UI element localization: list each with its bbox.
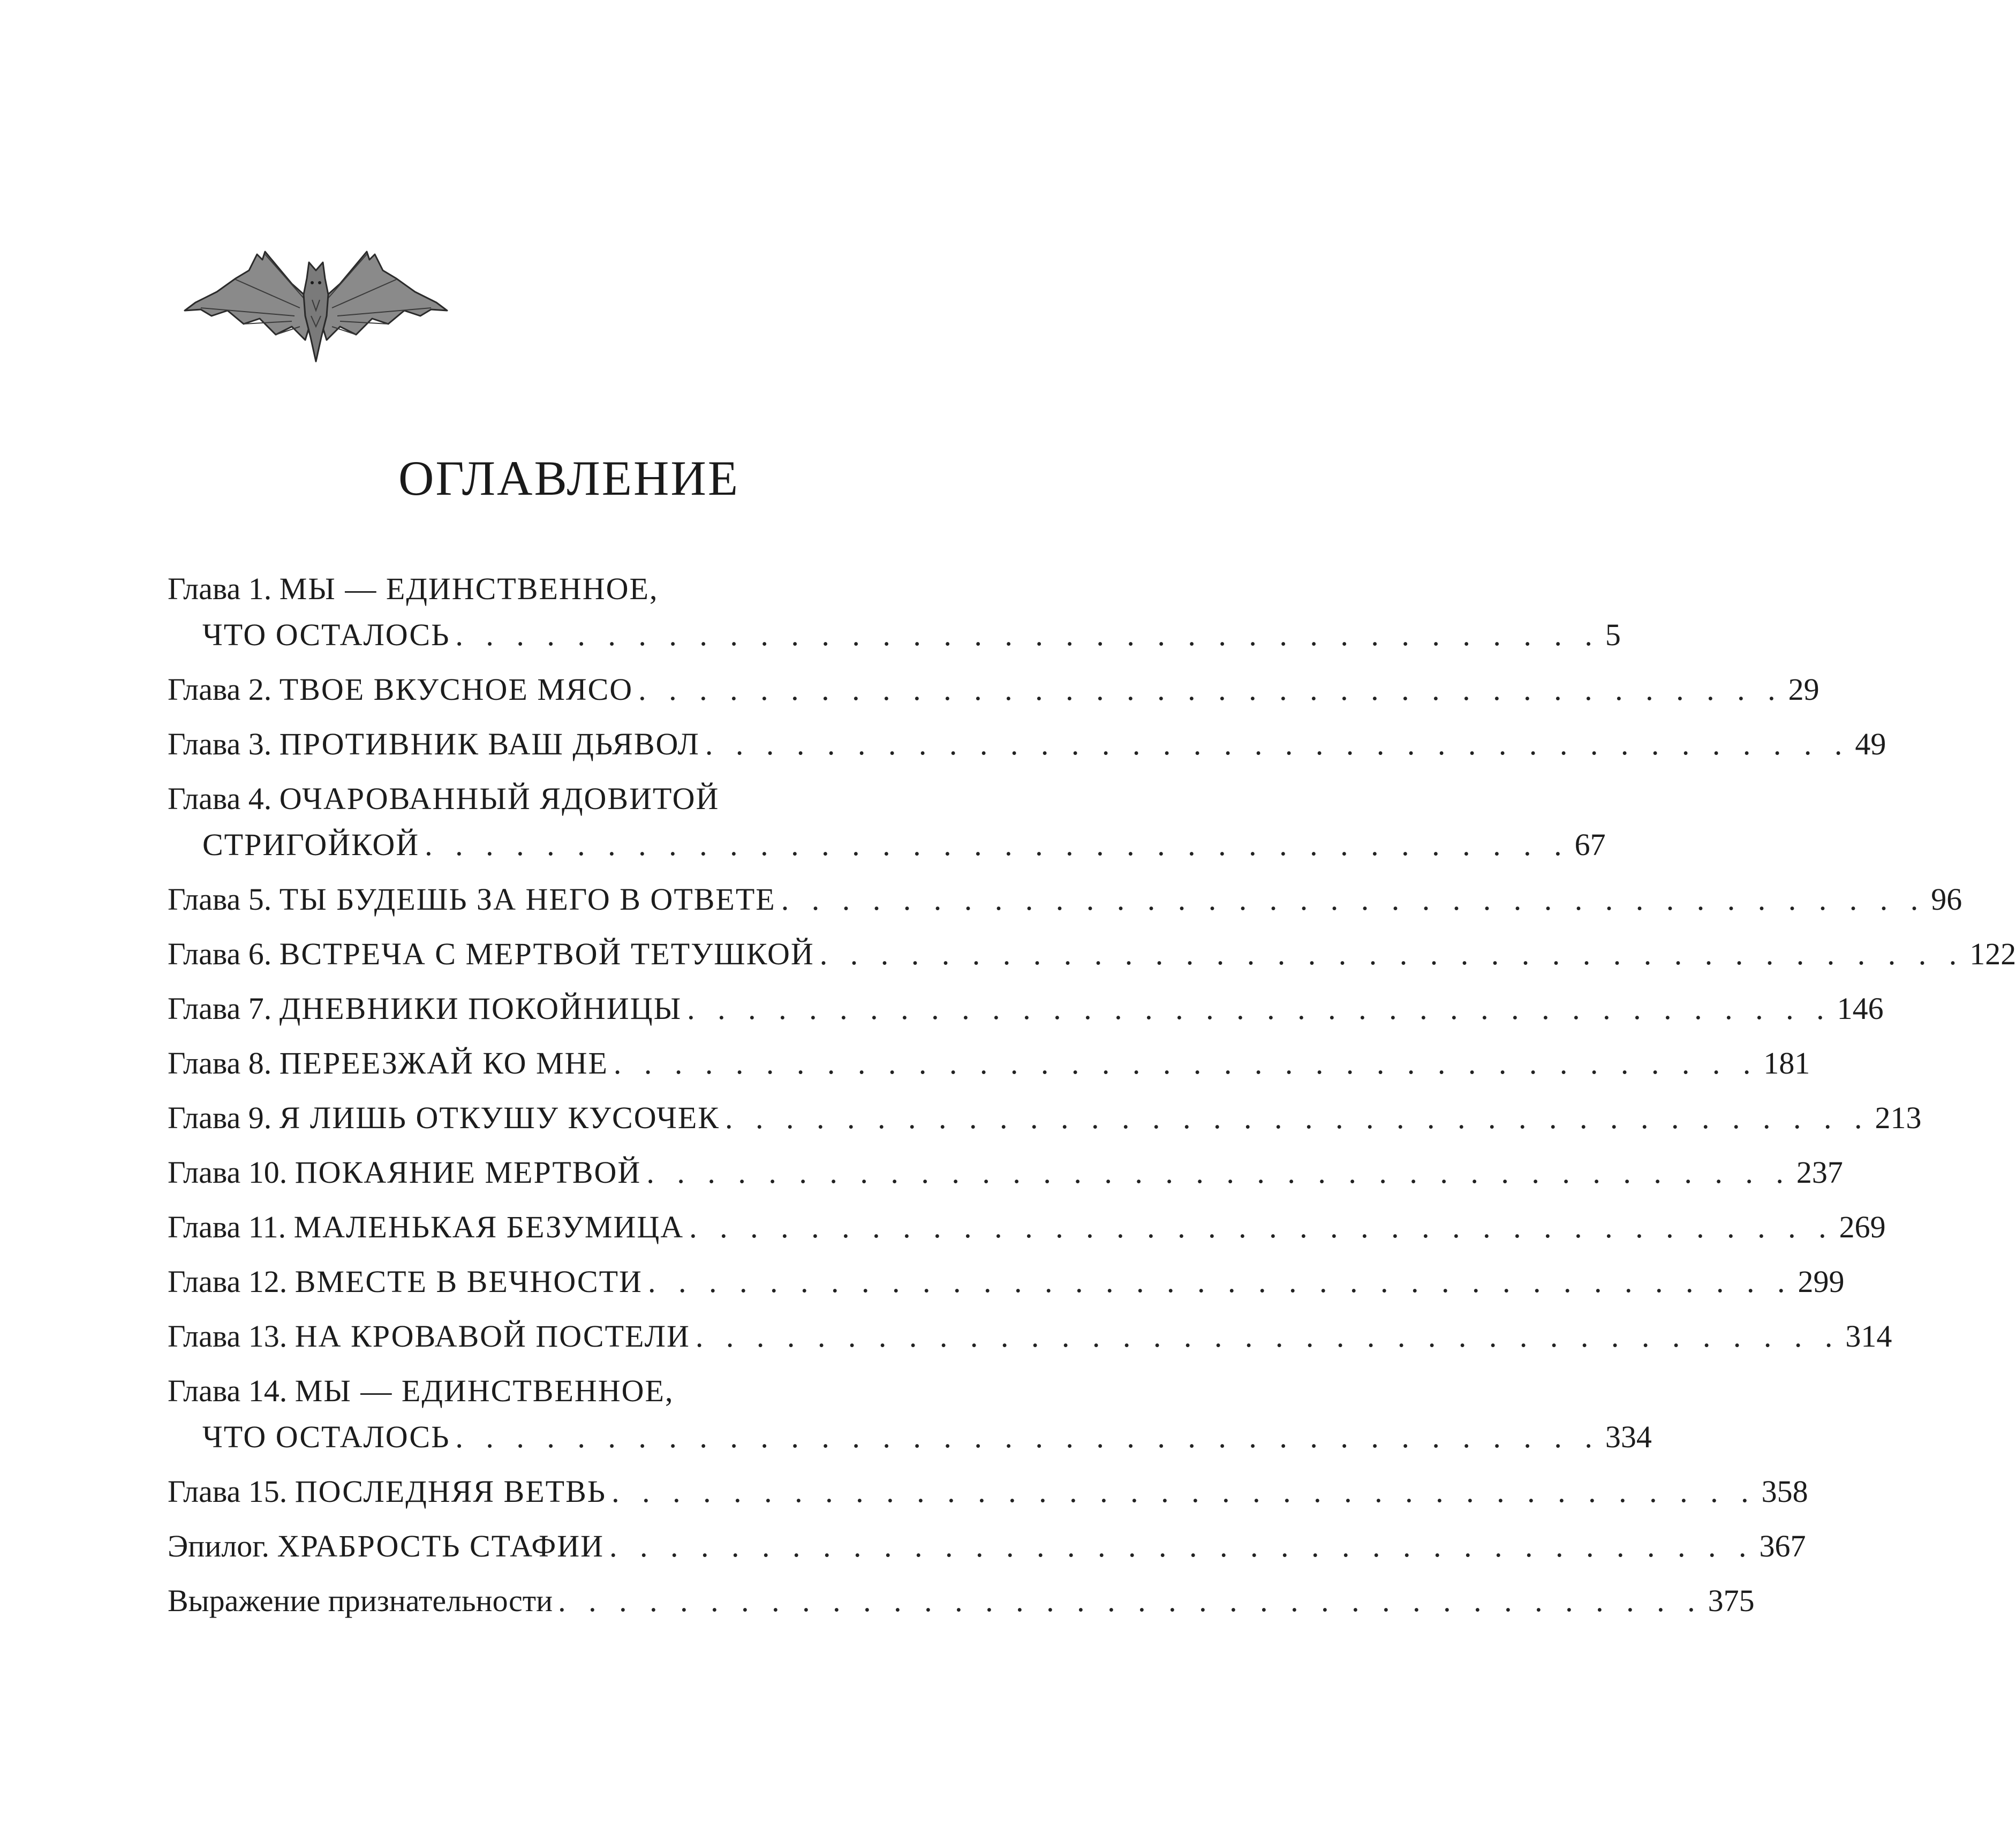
toc-entry-page: 334 [1605, 1419, 1652, 1454]
leader-dots: . . . . . . . . . . . . . . . . . . . . . . . . . . . . . . . . . . . . . . [781, 882, 1926, 917]
leader-dots: . . . . . . . . . . . . . . . . . . . . . . . . . . . . . . . . . . . . . . [646, 1155, 1791, 1190]
toc-entry-page: 299 [1798, 1264, 1845, 1299]
toc-entry-3 [168, 717, 1886, 772]
toc-entry-title: ХРАБРОСТЬ СТАФИИ [277, 1529, 605, 1563]
toc-entry-title: ВСТРЕЧА С МЕРТВОЙ ТЕТУШКОЙ [279, 936, 814, 971]
toc-entry-label: Глава 8. [168, 1046, 272, 1080]
toc-entry-label: Эпилог. [168, 1529, 270, 1563]
leader-dots: . . . . . . . . . . . . . . . . . . . . . . . . . . . . . . . . . . . . . . [687, 991, 1832, 1026]
toc-entry-label: Глава 5. [168, 882, 272, 917]
toc-entry-page: 49 [1855, 727, 1886, 761]
toc-entry-page: 122 [1969, 936, 2016, 971]
leader-dots: . . . . . . . . . . . . . . . . . . . . . . . . . . . . . . . . . . . . . . [638, 672, 1783, 707]
toc-entry-title: ТВОЕ ВКУСНОЕ МЯСО [279, 672, 633, 707]
toc-entry-label: Глава 7. [168, 991, 272, 1026]
leader-dots: . . . . . . . . . . . . . . . . . . . . . . . . . . . . . . . . . . . . . . [425, 827, 1569, 862]
toc-entry-page: 375 [1708, 1583, 1755, 1618]
leader-dots: . . . . . . . . . . . . . . . . . . . . . . . . . . . . . . . . . . . . . . [705, 727, 1850, 761]
toc-entry-label: Глава 11. [168, 1210, 286, 1244]
toc-entry-label: Глава 3. [168, 727, 272, 761]
toc-entry-title: МАЛЕНЬКАЯ БЕЗУМИЦА [293, 1210, 684, 1244]
leader-dots: . . . . . . . . . . . . . . . . . . . . . . . . . . . . . . . . . . . . . . [647, 1264, 1793, 1299]
leader-dots: . . . . . . . . . . . . . . . . . . . . . . . . . . . . . . . . . . . . . . [558, 1583, 1703, 1618]
toc-entry-1 [168, 562, 1621, 663]
toc-entry-page: 67 [1574, 827, 1606, 862]
toc-entry-label: Глава 1. [168, 571, 272, 606]
leader-dots: . . . . . . . . . . . . . . . . . . . . . . . . . . . . . . . . . . . . . . [611, 1474, 1756, 1509]
toc-entry-7 [168, 982, 1884, 1037]
toc-entry-6 [168, 927, 2016, 982]
toc-entry-14 [168, 1364, 1652, 1465]
toc-entry-5 [168, 873, 1962, 927]
toc-entry-title: ПЕРЕЕЗЖАЙ КО МНЕ [279, 1046, 608, 1080]
toc-entry-9 [168, 1091, 1922, 1146]
toc-entry-title: ДНЕВНИКИ ПОКОЙНИЦЫ [279, 991, 682, 1026]
toc-entry-10 [168, 1146, 1843, 1200]
leader-dots: . . . . . . . . . . . . . . . . . . . . . . . . . . . . . . . . . . . . . . [455, 1419, 1600, 1454]
toc-entry-title: ВМЕСТЕ В ВЕЧНОСТИ [295, 1264, 643, 1299]
toc-entry-label: Глава 13. [168, 1319, 288, 1354]
toc-entry-title: ПРОТИВНИК ВАШ ДЬЯВОЛ [279, 727, 700, 761]
toc-entry-15 [168, 1465, 1808, 1520]
toc-entry-acknowledgements [168, 1574, 1755, 1629]
toc-entry-title-cont: ЧТО ОСТАЛОСЬ [202, 1419, 450, 1454]
toc-entry-page: 146 [1837, 991, 1884, 1026]
toc-entry-title-cont: СТРИГОЙКОЙ [202, 827, 420, 862]
toc-entry-title: НА КРОВАВОЙ ПОСТЕЛИ [295, 1319, 690, 1354]
toc-entry-page: 358 [1761, 1474, 1808, 1509]
toc-entry-label: Выражение признательности [168, 1583, 553, 1618]
page-title: ОГЛАВЛЕНИЕ [398, 451, 740, 505]
toc-entry-4 [168, 772, 1606, 873]
leader-dots: . . . . . . . . . . . . . . . . . . . . . . . . . . . . . . . . . . . . . . [819, 936, 1965, 971]
toc-entry-label: Глава 2. [168, 672, 272, 707]
toc-entry-page: 367 [1759, 1529, 1806, 1563]
toc-entry-label: Глава 9. [168, 1100, 272, 1135]
toc-entry-label: Глава 10. [168, 1155, 288, 1190]
toc-entry-title: ОЧАРОВАННЫЙ ЯДОВИТОЙ [279, 781, 720, 816]
toc-entry-page: 314 [1845, 1319, 1892, 1354]
toc-entry-page: 96 [1931, 882, 1962, 917]
leader-dots: . . . . . . . . . . . . . . . . . . . . . . . . . . . . . . . . . . . . . . [695, 1319, 1840, 1354]
toc-entry-label: Глава 6. [168, 936, 272, 971]
toc-entry-11 [168, 1200, 1886, 1255]
bat-icon [185, 241, 447, 364]
toc-entry-title: МЫ — ЕДИНСТВЕННОЕ, [295, 1373, 674, 1408]
toc-entry-page: 269 [1839, 1210, 1886, 1244]
toc-entry-page: 29 [1788, 672, 1819, 707]
toc-entry-title: ПОСЛЕДНЯЯ ВЕТВЬ [295, 1474, 607, 1509]
toc-entry-title-cont: ЧТО ОСТАЛОСЬ [202, 617, 450, 652]
table-of-contents [168, 562, 2016, 1629]
leader-dots: . . . . . . . . . . . . . . . . . . . . . . . . . . . . . . . . . . . . . . [689, 1210, 1834, 1244]
leader-dots: . . . . . . . . . . . . . . . . . . . . . . . . . . . . . . . . . . . . . . [613, 1046, 1758, 1080]
toc-entry-page: 213 [1875, 1100, 1922, 1135]
toc-entry-2 [168, 663, 1819, 717]
toc-entry-title: ТЫ БУДЕШЬ ЗА НЕГО В ОТВЕТЕ [279, 882, 776, 917]
toc-entry-page: 5 [1605, 617, 1621, 652]
toc-entry-title: ПОКАЯНИЕ МЕРТВОЙ [295, 1155, 641, 1190]
toc-entry-12 [168, 1255, 1845, 1310]
leader-dots: . . . . . . . . . . . . . . . . . . . . . . . . . . . . . . . . . . . . . . [609, 1529, 1754, 1563]
toc-entry-label: Глава 4. [168, 781, 272, 816]
toc-entry-8 [168, 1037, 1810, 1091]
toc-entry-page: 181 [1763, 1046, 1810, 1080]
toc-entry-label: Глава 15. [168, 1474, 288, 1509]
toc-entry-13 [168, 1310, 1892, 1364]
toc-entry-label: Глава 14. [168, 1373, 288, 1408]
toc-entry-epilogue [168, 1520, 1806, 1574]
toc-entry-title: Я ЛИШЬ ОТКУШУ КУСОЧЕК [279, 1100, 720, 1135]
toc-entry-label: Глава 12. [168, 1264, 288, 1299]
toc-entry-page: 237 [1796, 1155, 1843, 1190]
toc-entry-title: МЫ — ЕДИНСТВЕННОЕ, [279, 571, 659, 606]
leader-dots: . . . . . . . . . . . . . . . . . . . . . . . . . . . . . . . . . . . . . . [455, 617, 1600, 652]
leader-dots: . . . . . . . . . . . . . . . . . . . . . . . . . . . . . . . . . . . . . . [724, 1100, 1870, 1135]
